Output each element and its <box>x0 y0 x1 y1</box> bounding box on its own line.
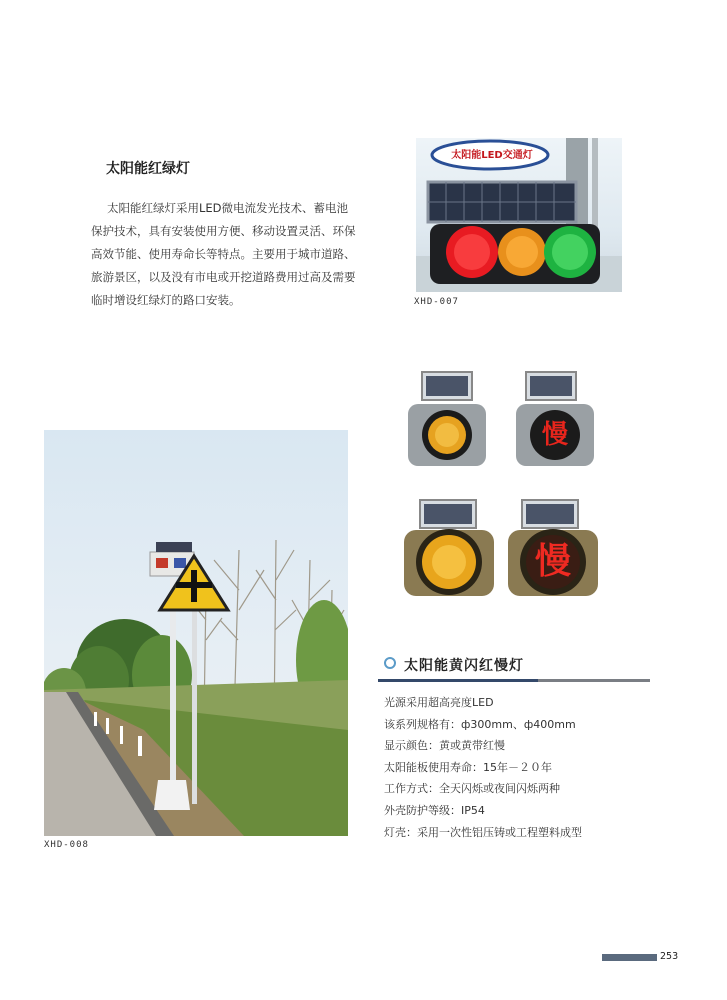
traffic-light-photo <box>416 138 622 292</box>
page-number: 253 <box>660 951 679 962</box>
spec-item: 太阳能板使用寿命：15年－２０年 <box>384 760 552 774</box>
intro-line: 保护技术，具有安装使用方便、移动设置灵活、环保 <box>91 224 356 238</box>
spec-item: 工作方式：全天闪烁或夜间闪烁两种 <box>384 782 560 796</box>
flashing-light-product-illustrations <box>402 370 642 600</box>
traffic-light-illustration <box>416 138 622 292</box>
footer-bar <box>602 954 657 961</box>
spec-item: 光源采用超高亮度LED <box>384 696 494 709</box>
spec-list <box>384 692 582 843</box>
spec-item: 显示颜色：黄或黄带红慢 <box>384 739 505 753</box>
slow-char-small: 慢 <box>541 420 568 450</box>
circle-bullet-icon <box>384 657 396 669</box>
section-title-flashing-light: 太阳能黄闪红慢灯 <box>404 658 524 674</box>
intro-paragraph <box>91 197 391 312</box>
intro-line: 太阳能红绿灯采用LED微电流发光技术、蓄电池 <box>107 201 349 215</box>
spec-item: 该系列规格有：ф300mm、ф400mm <box>384 717 576 731</box>
flashing-light-products <box>402 370 642 600</box>
intro-line: 高效节能、使用寿命长等特点。主要用于城市道路、 <box>91 247 356 261</box>
photo-caption-xhd-008: XHD-008 <box>44 840 89 850</box>
intro-line: 旅游景区，以及没有市电或开挖道路费用过高及需要 <box>91 270 356 284</box>
spec-item: 灯壳：采用一次性铝压铸或工程塑料成型 <box>384 825 582 839</box>
roadside-installation-photo <box>44 430 348 836</box>
spec-item: 外壳防护等级：IP54 <box>384 803 485 817</box>
section-title-solar-traffic-light: 太阳能红绿灯 <box>106 161 190 177</box>
photo-caption-xhd-007: XHD-007 <box>414 297 459 307</box>
intro-line: 临时增设红绿灯的路口安装。 <box>91 293 241 307</box>
traffic-light-sign-text: 太阳能LED交通灯 <box>451 150 533 161</box>
slow-char-large: 慢 <box>534 541 571 582</box>
title-underline-bar-accent <box>378 679 538 682</box>
roadside-illustration <box>44 430 348 836</box>
